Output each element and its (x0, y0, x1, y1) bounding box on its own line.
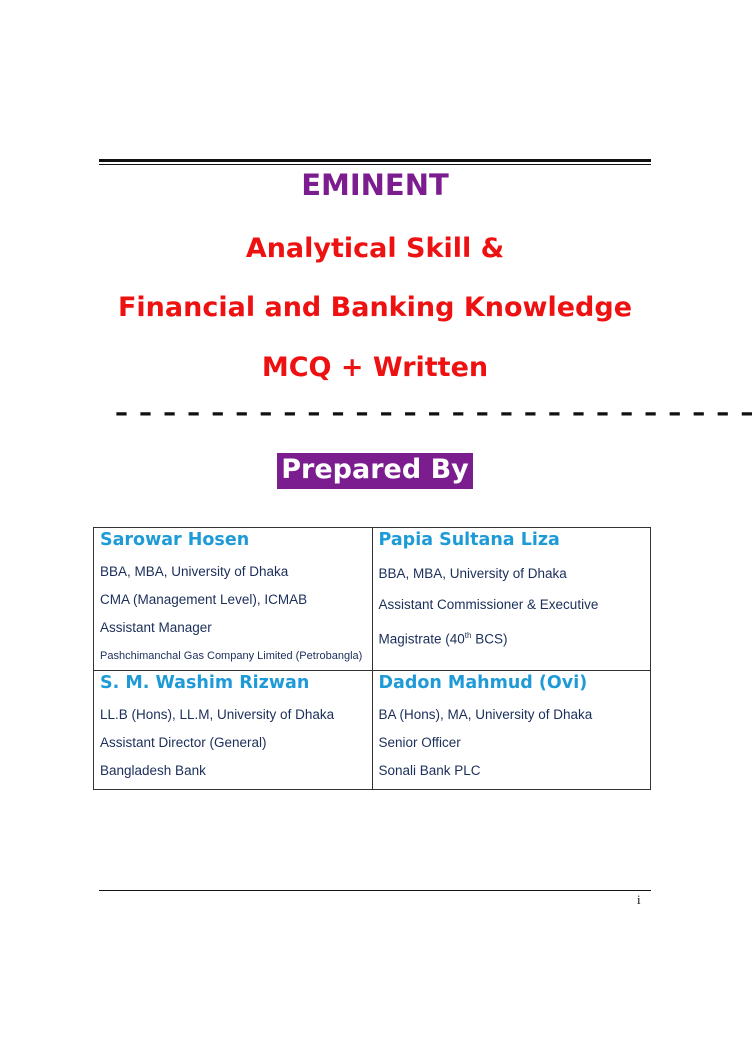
author-cell-washim (94, 671, 373, 790)
authors-table (93, 527, 651, 790)
dashed-separator: – – – – – – – – – – – – – – – – – – – – – – – – – – – (115, 398, 754, 428)
top-rule-thin (99, 164, 651, 165)
subtitle-line-1: Analytical Skill & (245, 233, 505, 264)
author-name: Sarowar Hosen (100, 530, 250, 550)
footer-rule (99, 890, 651, 891)
author-cell-papia (372, 528, 651, 671)
author-detail: CMA (Management Level), ICMAB (100, 592, 308, 607)
table-row (94, 528, 651, 671)
author-detail: Senior Officer (378, 735, 461, 750)
author-detail: Magistrate (40th BCS) (378, 631, 508, 647)
author-detail: BBA, MBA, University of Dhaka (100, 564, 289, 579)
author-detail: BBA, MBA, University of Dhaka (378, 566, 567, 581)
author-detail: Assistant Commissioner & Executive (378, 597, 599, 612)
author-detail: Assistant Director (General) (100, 735, 267, 750)
author-cell-sarowar (94, 528, 373, 671)
main-title: EMINENT (301, 168, 449, 202)
author-name: Dadon Mahmud (Ovi) (378, 673, 588, 693)
author-name: Papia Sultana Liza (378, 530, 560, 550)
top-rule-thick (99, 159, 651, 162)
prepared-by-heading: Prepared By (277, 453, 473, 489)
prepared-by-wrapper (0, 453, 750, 489)
page-number: i (637, 892, 641, 907)
author-detail: Pashchimanchal Gas Company Limited (Petrobangla) (100, 650, 363, 662)
author-detail: BA (Hons), MA, University of Dhaka (378, 707, 593, 722)
author-detail: Sonali Bank PLC (378, 763, 481, 778)
table-row (94, 671, 651, 790)
author-cell-dadon (372, 671, 651, 790)
author-detail: Assistant Manager (100, 620, 212, 635)
subtitle-line-3: MCQ + Written (261, 352, 489, 383)
author-detail: Bangladesh Bank (100, 763, 206, 778)
subtitle-line-2: Financial and Banking Knowledge (117, 292, 632, 323)
author-name: S. M. Washim Rizwan (100, 673, 310, 693)
author-detail: LL.B (Hons), LL.M, University of Dhaka (100, 707, 335, 722)
